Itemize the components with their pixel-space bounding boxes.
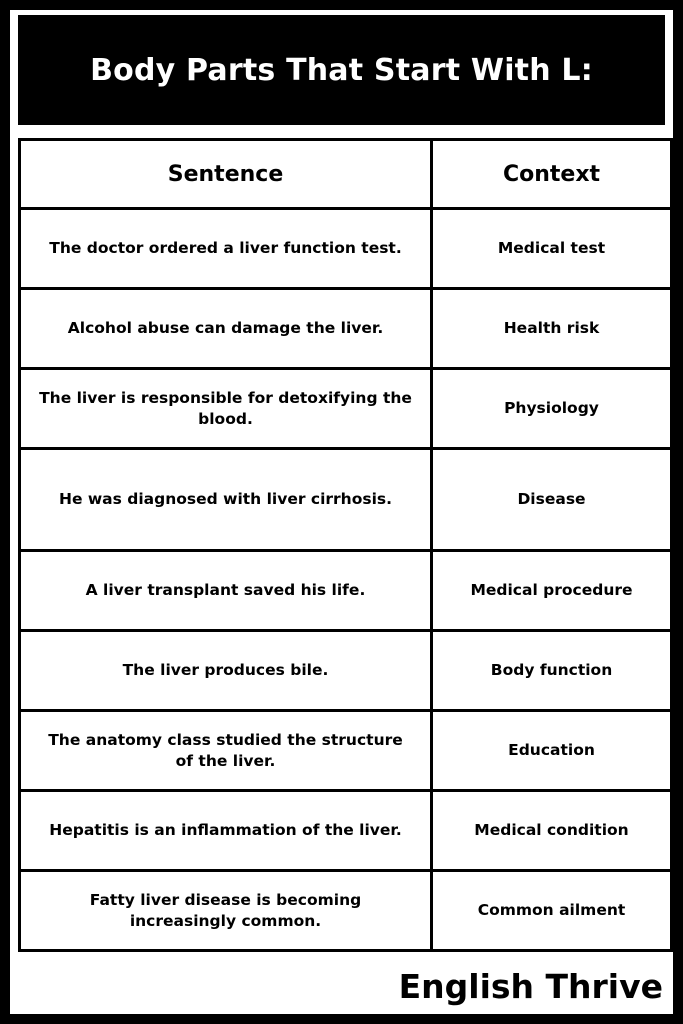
- brand-footer: English Thrive: [398, 967, 663, 1006]
- column-header-sentence: Sentence: [20, 140, 432, 209]
- table-row: [20, 791, 672, 871]
- context-cell: Education: [432, 711, 672, 791]
- sentence-cell: Fatty liver disease is becoming increasingly common.: [20, 871, 432, 951]
- sentence-cell: Alcohol abuse can damage the liver.: [20, 289, 432, 369]
- context-cell: Common ailment: [432, 871, 672, 951]
- sentence-cell: The doctor ordered a liver function test.: [20, 209, 432, 289]
- context-cell: Body function: [432, 631, 672, 711]
- table-row: [20, 871, 672, 951]
- table-row: [20, 289, 672, 369]
- context-cell: Health risk: [432, 289, 672, 369]
- sentence-cell: The liver is responsible for detoxifying the blood.: [20, 369, 432, 449]
- context-cell: Medical test: [432, 209, 672, 289]
- table-row: [20, 711, 672, 791]
- context-cell: Medical procedure: [432, 551, 672, 631]
- table-row: [20, 209, 672, 289]
- sentences-table: [18, 138, 673, 952]
- sentence-cell: Hepatitis is an inflammation of the liver.: [20, 791, 432, 871]
- context-cell: Physiology: [432, 369, 672, 449]
- context-cell: Medical condition: [432, 791, 672, 871]
- title-banner: [18, 15, 665, 125]
- page-title: Body Parts That Start With L:: [90, 52, 593, 88]
- page-sheet: [10, 10, 673, 1014]
- sentence-cell: The anatomy class studied the structure of the liver.: [20, 711, 432, 791]
- table-row: [20, 449, 672, 551]
- column-header-context: Context: [432, 140, 672, 209]
- table-row: [20, 551, 672, 631]
- context-cell: Disease: [432, 449, 672, 551]
- sentence-cell: The liver produces bile.: [20, 631, 432, 711]
- table-header-row: [20, 140, 672, 209]
- table-row: [20, 369, 672, 449]
- sentence-cell: He was diagnosed with liver cirrhosis.: [20, 449, 432, 551]
- table-row: [20, 631, 672, 711]
- sentence-cell: A liver transplant saved his life.: [20, 551, 432, 631]
